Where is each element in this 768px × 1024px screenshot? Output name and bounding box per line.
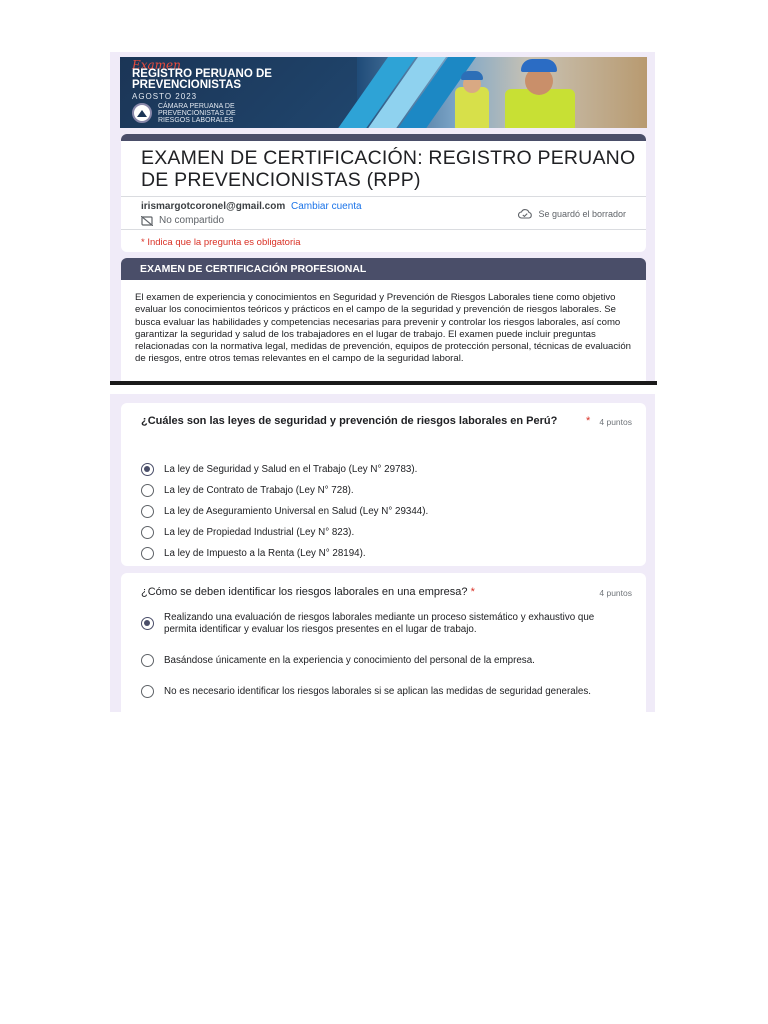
section-description: El examen de experiencia y conocimientos en Seguridad y Prevención de Riesgos Laborales tiene como objetivo evaluar los conocimientos teóricos y prácticos en el campo de la seguridad y prevención de riesgos laborales. Se busca evaluar las habilidades y competencias necesarias para prevenir y controlar los riesgos laborales, así como garantizar la seguridad y salud de los trabajadores en el lugar de trabajo. El examen puede incluir preguntas relacionadas con la normativa legal, medidas de prevención, equipos de protección personal, técnicas de evaluación de riesgos, entre otros temas relevantes en el campo de la seguridad laboral.	[135, 292, 631, 365]
option-radio[interactable]: La ley de Propiedad Industrial (Ley N° 823).	[141, 527, 611, 539]
required-asterisk: *	[470, 586, 475, 598]
option-radio[interactable]: Realizando una evaluación de riesgos laborales mediante un proceso sistemático y exhaustivo que permita identificar y evaluar los riesgos presentes en el lugar de trabajo.	[141, 612, 611, 635]
form-screenshot-top	[110, 52, 655, 382]
draft-saved-status: Se guardó el borrador	[518, 209, 626, 219]
question-card-1	[121, 403, 646, 566]
option-radio[interactable]: La ley de Contrato de Trabajo (Ley N° 728).	[141, 485, 611, 497]
section-description-card	[121, 280, 646, 382]
not-shared-icon	[141, 216, 153, 226]
required-asterisk: *	[586, 415, 591, 427]
question-title: ¿Cómo se deben identificar los riesgos laborales en una empresa? *	[141, 586, 475, 598]
required-note: * Indica que la pregunta es obligatoria	[141, 237, 301, 248]
radio-selected-icon[interactable]	[141, 617, 154, 630]
screenshot-separator	[110, 381, 657, 385]
question-points: 4 puntos	[599, 417, 632, 427]
worker-image-1	[455, 87, 489, 128]
not-shared-status: No compartido	[141, 215, 224, 226]
header-banner	[120, 57, 647, 128]
question-title: ¿Cuáles son las leyes de seguridad y prevención de riesgos laborales en Perú?	[141, 415, 558, 427]
switch-account-link[interactable]: Cambiar cuenta	[291, 201, 362, 212]
form-screenshot-bottom	[110, 394, 655, 712]
radio-unselected-icon[interactable]	[141, 685, 154, 698]
divider	[121, 229, 646, 230]
form-title: EXAMEN DE CERTIFICACIÓN: REGISTRO PERUANO DE PREVENCIONISTAS (RPP)	[141, 147, 636, 191]
organization-logo-icon	[132, 103, 152, 123]
option-radio[interactable]: No es necesario identificar los riesgos laborales si se aplican las medidas de seguridad generales.	[141, 686, 611, 698]
option-radio[interactable]: La ley de Seguridad y Salud en el Trabajo (Ley N° 29783).	[141, 464, 611, 476]
account-info	[141, 201, 362, 212]
radio-selected-icon[interactable]	[141, 463, 154, 476]
option-radio[interactable]: La ley de Aseguramiento Universal en Salud (Ley N° 29344).	[141, 506, 611, 518]
question-card-2	[121, 573, 646, 712]
form-header-card	[121, 134, 646, 252]
radio-unselected-icon[interactable]	[141, 654, 154, 667]
banner-organization: CÁMARA PERUANA DE PREVENCIONISTAS DE RIESGOS LABORALES	[158, 103, 236, 124]
account-email: irismargotcoronel@gmail.com	[141, 201, 286, 212]
cloud-check-icon	[518, 209, 532, 219]
question-points: 4 puntos	[599, 588, 632, 598]
divider	[121, 196, 646, 197]
banner-script-text: Examen	[132, 58, 181, 72]
radio-unselected-icon[interactable]	[141, 484, 154, 497]
banner-title: REGISTRO PERUANO DE PREVENCIONISTAS	[132, 68, 272, 91]
banner-date: AGOSTO 2023	[132, 92, 198, 101]
option-radio[interactable]: Basándose únicamente en la experiencia y conocimiento del personal de la empresa.	[141, 655, 611, 667]
radio-unselected-icon[interactable]	[141, 547, 154, 560]
radio-unselected-icon[interactable]	[141, 505, 154, 518]
radio-unselected-icon[interactable]	[141, 526, 154, 539]
section-title: EXAMEN DE CERTIFICACIÓN PROFESIONAL	[121, 258, 646, 280]
option-radio[interactable]: La ley de Impuesto a la Renta (Ley N° 28194).	[141, 548, 611, 560]
